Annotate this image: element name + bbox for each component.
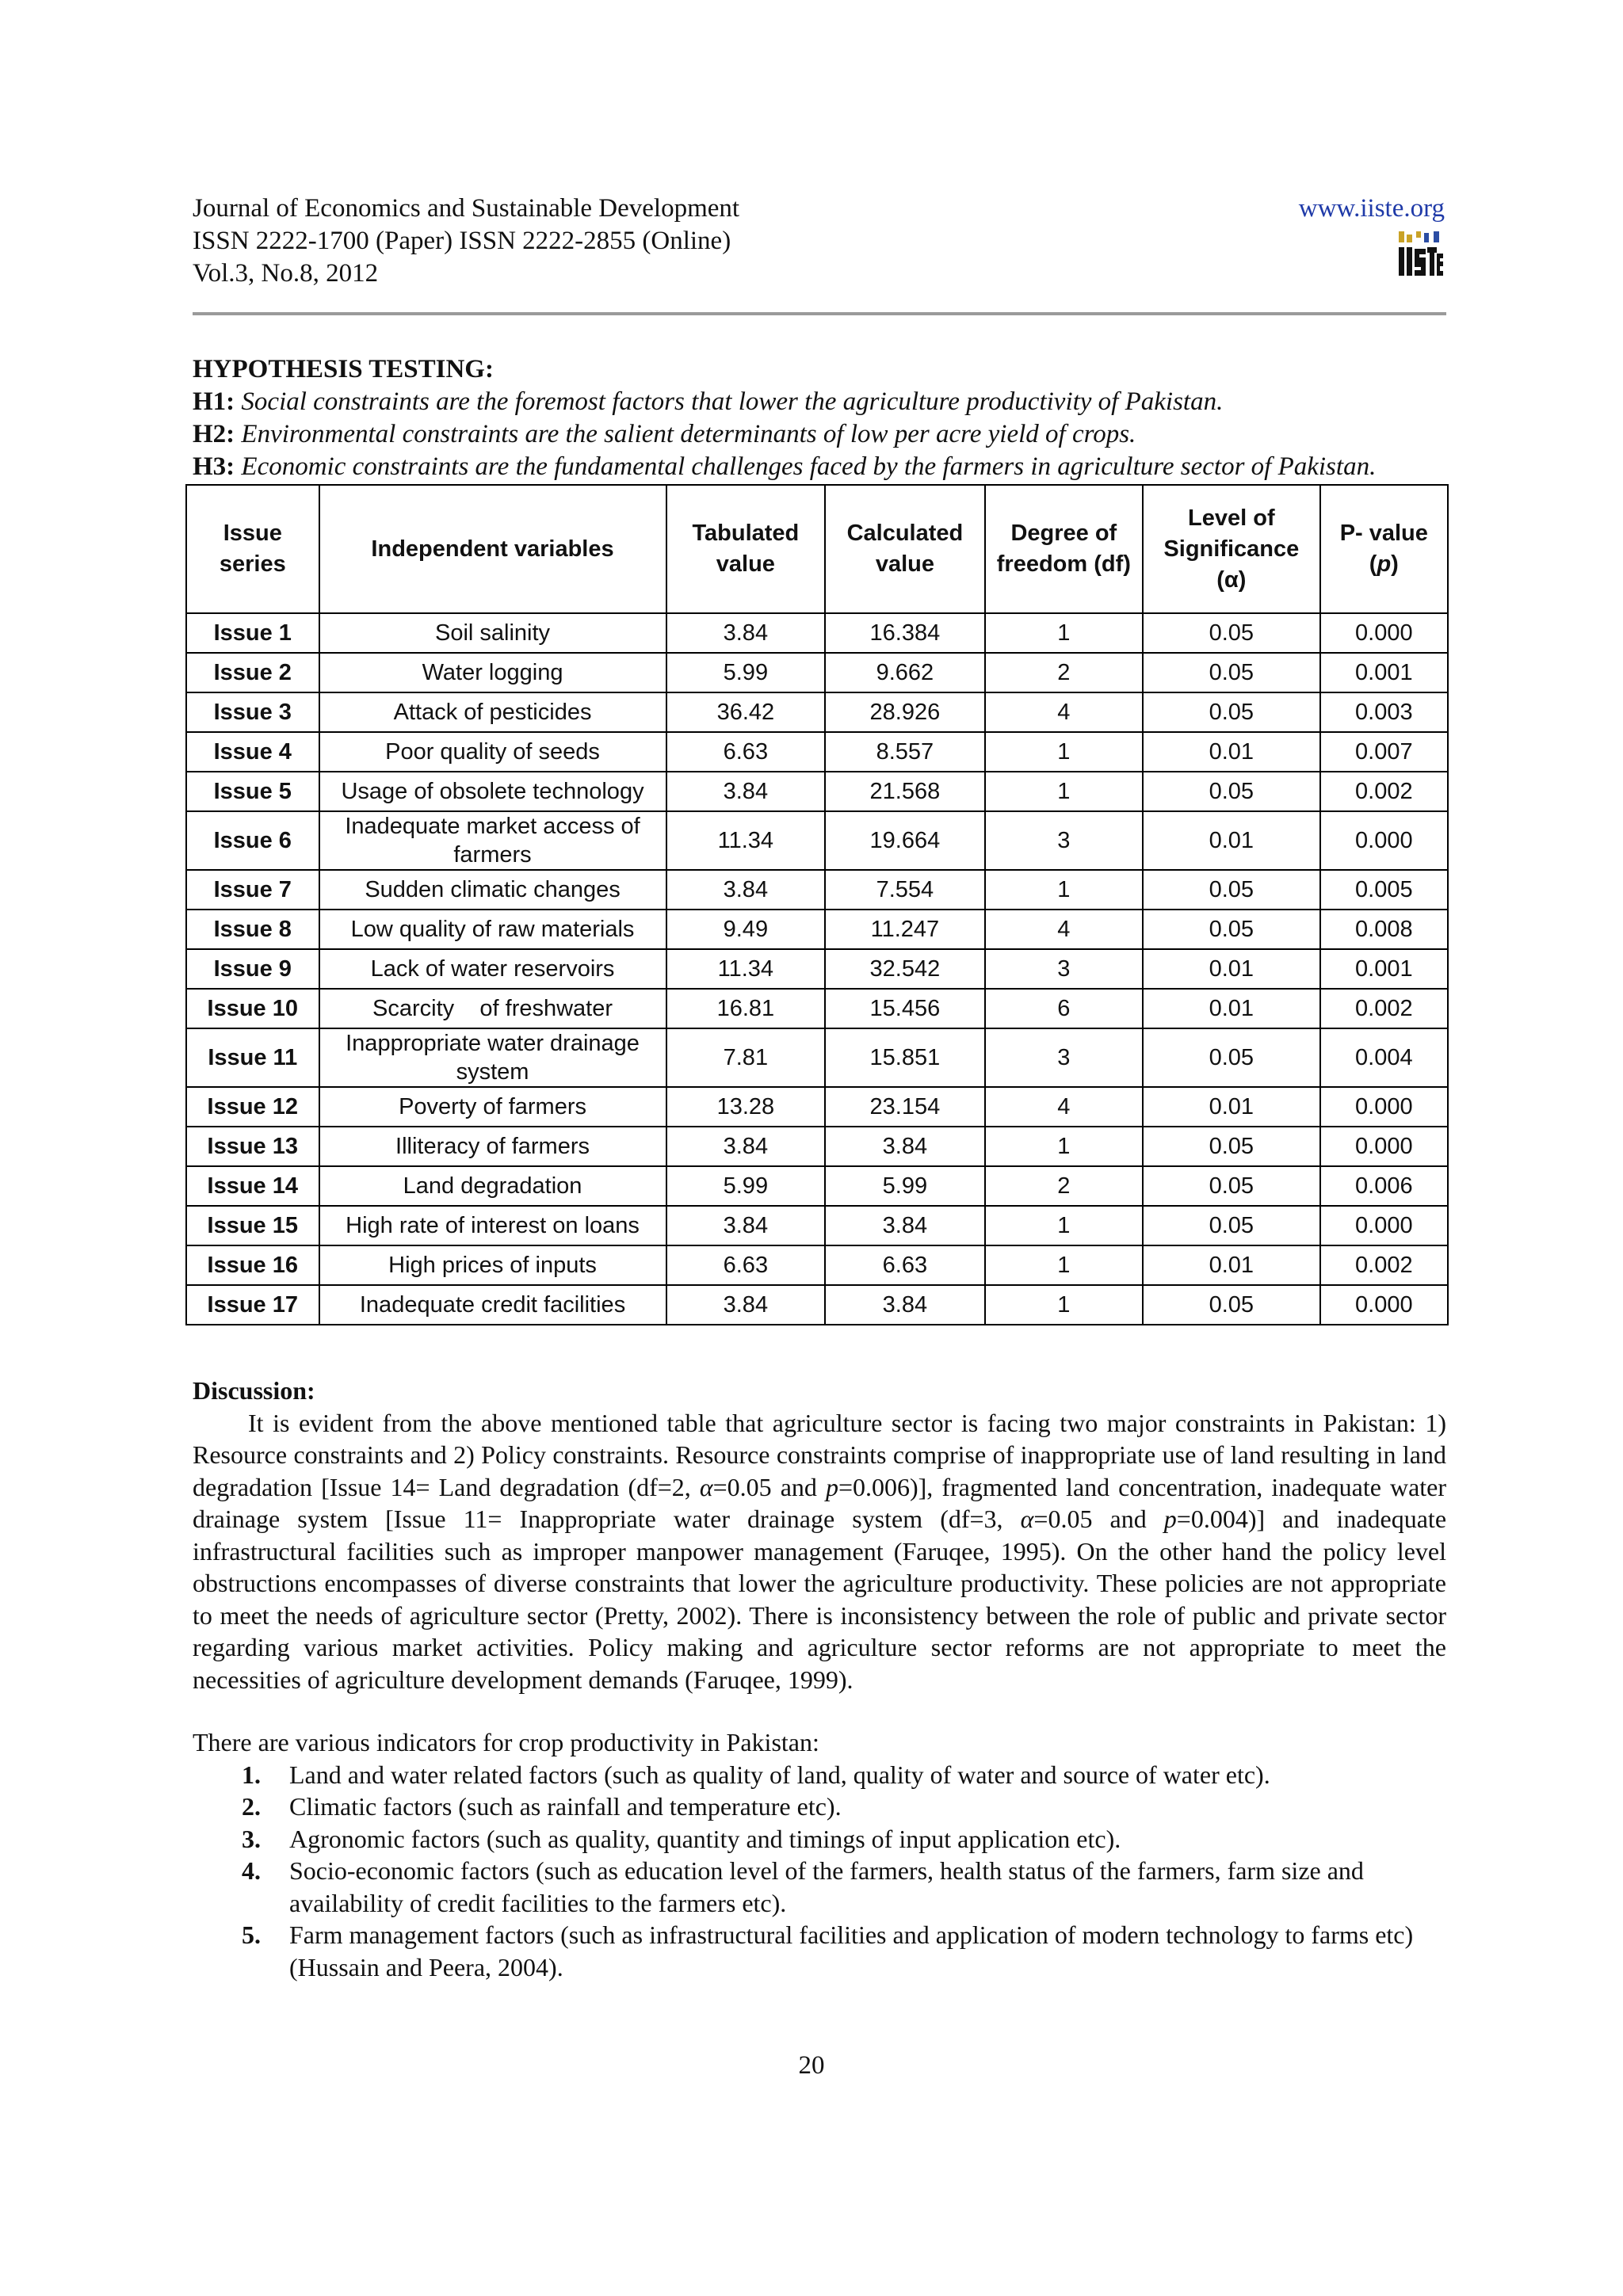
indicators-section	[193, 1726, 1446, 1983]
list-item: 3. Agronomic factors (such as quality, quantity and timings of input application etc).	[242, 1824, 1121, 1853]
cell-variable: Illiteracy of farmers	[319, 1127, 666, 1166]
cell-issue: Issue 6	[186, 811, 319, 870]
cell-calculated: 21.568	[825, 772, 984, 811]
cell-calculated: 5.99	[825, 1166, 984, 1206]
discussion-title: Discussion:	[193, 1376, 315, 1405]
cell-p-value: 0.000	[1320, 1127, 1448, 1166]
cell-issue: Issue 8	[186, 910, 319, 949]
cell-issue: Issue 1	[186, 613, 319, 653]
hypothesis-title: HYPOTHESIS TESTING:	[193, 355, 494, 383]
cell-p-value: 0.000	[1320, 1087, 1448, 1127]
table-row	[186, 949, 1448, 989]
cell-variable: Sudden climatic changes	[319, 870, 666, 910]
cell-df: 1	[985, 870, 1143, 910]
header-divider	[193, 312, 1446, 315]
cell-calculated: 15.456	[825, 989, 984, 1028]
cell-issue: Issue 2	[186, 653, 319, 692]
cell-df: 3	[985, 811, 1143, 870]
cell-df: 4	[985, 910, 1143, 949]
cell-tabulated: 11.34	[666, 949, 826, 989]
cell-variable: Inadequate credit facilities	[319, 1285, 666, 1325]
cell-p-value: 0.000	[1320, 613, 1448, 653]
journal-volume: Vol.3, No.8, 2012	[193, 259, 379, 288]
cell-df: 1	[985, 732, 1143, 772]
hypothesis-h3: H3: Economic constraints are the fundamental challenges faced by the farmers in agriculture sector of Pakistan.	[193, 452, 1377, 481]
cell-df: 4	[985, 692, 1143, 732]
cell-variable: Poverty of farmers	[319, 1087, 666, 1127]
cell-alpha: 0.01	[1143, 1087, 1320, 1127]
col-calculated-value: Calculated value	[825, 485, 984, 613]
table-row	[186, 870, 1448, 910]
cell-calculated: 6.63	[825, 1245, 984, 1285]
cell-alpha: 0.05	[1143, 910, 1320, 949]
cell-alpha: 0.01	[1143, 989, 1320, 1028]
table-row	[186, 732, 1448, 772]
cell-df: 3	[985, 949, 1143, 989]
cell-calculated: 7.554	[825, 870, 984, 910]
col-degree-of-freedom: Degree of freedom (df)	[985, 485, 1143, 613]
table-row	[186, 1028, 1448, 1087]
cell-p-value: 0.004	[1320, 1028, 1448, 1087]
list-item: 4. Socio-economic factors (such as education level of the farmers, health status of the farmers, farm size and availability of credit facilities to the farmers etc).	[242, 1856, 1364, 1917]
cell-alpha: 0.05	[1143, 1285, 1320, 1325]
cell-issue: Issue 4	[186, 732, 319, 772]
cell-calculated: 9.662	[825, 653, 984, 692]
cell-variable: Water logging	[319, 653, 666, 692]
journal-issn: ISSN 2222-1700 (Paper) ISSN 2222-2855 (Online)	[193, 227, 731, 255]
cell-alpha: 0.01	[1143, 732, 1320, 772]
cell-alpha: 0.05	[1143, 1127, 1320, 1166]
cell-tabulated: 11.34	[666, 811, 826, 870]
results-table	[185, 484, 1449, 1325]
journal-header-right	[1299, 193, 1445, 288]
cell-df: 1	[985, 1285, 1143, 1325]
cell-alpha: 0.05	[1143, 772, 1320, 811]
cell-tabulated: 3.84	[666, 870, 826, 910]
cell-issue: Issue 5	[186, 772, 319, 811]
cell-issue: Issue 17	[186, 1285, 319, 1325]
cell-alpha: 0.05	[1143, 613, 1320, 653]
cell-df: 2	[985, 1166, 1143, 1206]
cell-alpha: 0.01	[1143, 1245, 1320, 1285]
cell-alpha: 0.05	[1143, 1206, 1320, 1245]
hypothesis-h1: H1: Social constraints are the foremost factors that lower the agriculture productivity of Pakistan.	[193, 387, 1224, 416]
cell-issue: Issue 14	[186, 1166, 319, 1206]
cell-p-value: 0.001	[1320, 949, 1448, 989]
cell-calculated: 3.84	[825, 1127, 984, 1166]
cell-tabulated: 3.84	[666, 1206, 826, 1245]
indicators-list	[193, 1759, 1446, 1984]
cell-alpha: 0.05	[1143, 1166, 1320, 1206]
cell-tabulated: 3.84	[666, 1285, 826, 1325]
cell-p-value: 0.000	[1320, 811, 1448, 870]
cell-tabulated: 6.63	[666, 732, 826, 772]
cell-tabulated: 7.81	[666, 1028, 826, 1087]
list-item: 2. Climatic factors (such as rainfall and temperature etc).	[242, 1792, 842, 1821]
hypothesis-h2: H2: Environmental constraints are the salient determinants of low per acre yield of crops.	[193, 420, 1136, 448]
cell-variable: Scarcity of freshwater	[319, 989, 666, 1028]
page-number: 20	[798, 2051, 825, 2080]
cell-df: 3	[985, 1028, 1143, 1087]
hypothesis-section	[193, 353, 1446, 483]
table-row	[186, 692, 1448, 732]
cell-tabulated: 3.84	[666, 772, 826, 811]
col-tabulated-value: Tabulated value	[666, 485, 826, 613]
cell-issue: Issue 9	[186, 949, 319, 989]
cell-variable: Land degradation	[319, 1166, 666, 1206]
cell-variable: High prices of inputs	[319, 1245, 666, 1285]
cell-tabulated: 6.63	[666, 1245, 826, 1285]
cell-alpha: 0.01	[1143, 949, 1320, 989]
cell-issue: Issue 16	[186, 1245, 319, 1285]
table-header-row	[186, 485, 1448, 613]
table-row	[186, 1087, 1448, 1127]
cell-variable: High rate of interest on loans	[319, 1206, 666, 1245]
list-item: 1. Land and water related factors (such as quality of land, quality of water and source of water etc).	[242, 1760, 1270, 1789]
cell-variable: Lack of water reservoirs	[319, 949, 666, 989]
table-row	[186, 653, 1448, 692]
journal-title: Journal of Economics and Sustainable Development	[193, 194, 740, 223]
table-row	[186, 910, 1448, 949]
cell-tabulated: 16.81	[666, 989, 826, 1028]
cell-df: 1	[985, 1127, 1143, 1166]
cell-tabulated: 5.99	[666, 1166, 826, 1206]
cell-variable: Attack of pesticides	[319, 692, 666, 732]
table-row	[186, 613, 1448, 653]
cell-p-value: 0.005	[1320, 870, 1448, 910]
discussion-paragraph: It is evident from the above mentioned table that agriculture sector is facing two major constraints in Pakistan: 1) Resource constraints and 2) Policy constraints. Resource constraints comprise of inappropriate use of land resulting in land degradation [Issue 14= Land degradation (df=2, α=0.05 and p=0.006)], fragmented land concentration, inadequate water drainage system [Issue 11= Inappropriate water drainage system (df=3, α=0.05 and p=0.004)] and inadequate infrastructural facilities such as improper manpower management (Faruqee, 1995). On the other hand the policy level obstructions encompasses of diverse constraints that lower the agriculture productivity. These policies are not appropriate to meet the needs of agriculture sector (Pretty, 2002). There is inconsistency between the role of public and private sector regarding various market activities. Policy making and agriculture sector reforms are not appropriate to meet the necessities of agriculture development demands (Faruqee, 1999).	[193, 1408, 1447, 1694]
cell-variable: Low quality of raw materials	[319, 910, 666, 949]
table-row	[186, 1245, 1448, 1285]
cell-calculated: 28.926	[825, 692, 984, 732]
cell-issue: Issue 7	[186, 870, 319, 910]
cell-calculated: 15.851	[825, 1028, 984, 1087]
cell-calculated: 23.154	[825, 1087, 984, 1127]
cell-variable: Inadequate market access of farmers	[319, 811, 666, 870]
cell-variable: Usage of obsolete technology	[319, 772, 666, 811]
indicators-intro: There are various indicators for crop productivity in Pakistan:	[193, 1728, 819, 1756]
table-row	[186, 772, 1448, 811]
cell-calculated: 3.84	[825, 1206, 984, 1245]
cell-tabulated: 13.28	[666, 1087, 826, 1127]
cell-alpha: 0.05	[1143, 870, 1320, 910]
cell-calculated: 11.247	[825, 910, 984, 949]
col-p-value: P- value (p)	[1320, 485, 1448, 613]
cell-p-value: 0.002	[1320, 989, 1448, 1028]
cell-alpha: 0.05	[1143, 653, 1320, 692]
table-body	[186, 613, 1448, 1325]
cell-calculated: 16.384	[825, 613, 984, 653]
table-row	[186, 1206, 1448, 1245]
cell-calculated: 3.84	[825, 1285, 984, 1325]
cell-p-value: 0.007	[1320, 732, 1448, 772]
cell-calculated: 32.542	[825, 949, 984, 989]
cell-p-value: 0.006	[1320, 1166, 1448, 1206]
cell-calculated: 19.664	[825, 811, 984, 870]
cell-tabulated: 36.42	[666, 692, 826, 732]
cell-issue: Issue 12	[186, 1087, 319, 1127]
cell-df: 1	[985, 772, 1143, 811]
cell-p-value: 0.000	[1320, 1285, 1448, 1325]
cell-p-value: 0.001	[1320, 653, 1448, 692]
cell-df: 6	[985, 989, 1143, 1028]
cell-issue: Issue 15	[186, 1206, 319, 1245]
col-level-of-significance: Level of Significance (α)	[1143, 485, 1320, 613]
list-item: 5. Farm management factors (such as infrastructural facilities and application of modern technology to farms etc) (Hussain and Peera, 2004).	[242, 1920, 1414, 1981]
cell-variable: Inappropriate water drainage system	[319, 1028, 666, 1087]
journal-url-link[interactable]: www.iiste.org	[1298, 194, 1445, 223]
cell-tabulated: 9.49	[666, 910, 826, 949]
col-issue-series: Issue series	[186, 485, 319, 613]
cell-p-value: 0.002	[1320, 772, 1448, 811]
cell-p-value: 0.003	[1320, 692, 1448, 732]
cell-tabulated: 3.84	[666, 1127, 826, 1166]
table-row	[186, 811, 1448, 870]
cell-issue: Issue 11	[186, 1028, 319, 1087]
cell-issue: Issue 3	[186, 692, 319, 732]
cell-issue: Issue 10	[186, 989, 319, 1028]
cell-df: 2	[985, 653, 1143, 692]
cell-alpha: 0.05	[1143, 1028, 1320, 1087]
table-row	[186, 1166, 1448, 1206]
table-row	[186, 989, 1448, 1028]
cell-df: 1	[985, 1206, 1143, 1245]
cell-df: 1	[985, 1245, 1143, 1285]
cell-issue: Issue 13	[186, 1127, 319, 1166]
table-row	[186, 1127, 1448, 1166]
cell-df: 4	[985, 1087, 1143, 1127]
cell-tabulated: 5.99	[666, 653, 826, 692]
cell-alpha: 0.01	[1143, 811, 1320, 870]
cell-p-value: 0.000	[1320, 1206, 1448, 1245]
iiste-logo-icon	[1396, 230, 1445, 279]
cell-calculated: 8.557	[825, 732, 984, 772]
cell-p-value: 0.002	[1320, 1245, 1448, 1285]
iiste-logo	[1396, 230, 1445, 288]
cell-variable: Soil salinity	[319, 613, 666, 653]
cell-variable: Poor quality of seeds	[319, 732, 666, 772]
table-row	[186, 1285, 1448, 1325]
cell-p-value: 0.008	[1320, 910, 1448, 949]
col-independent-variables: Independent variables	[319, 485, 666, 613]
discussion-section	[193, 1375, 1446, 1695]
cell-alpha: 0.05	[1143, 692, 1320, 732]
cell-df: 1	[985, 613, 1143, 653]
cell-tabulated: 3.84	[666, 613, 826, 653]
journal-header	[193, 193, 739, 290]
